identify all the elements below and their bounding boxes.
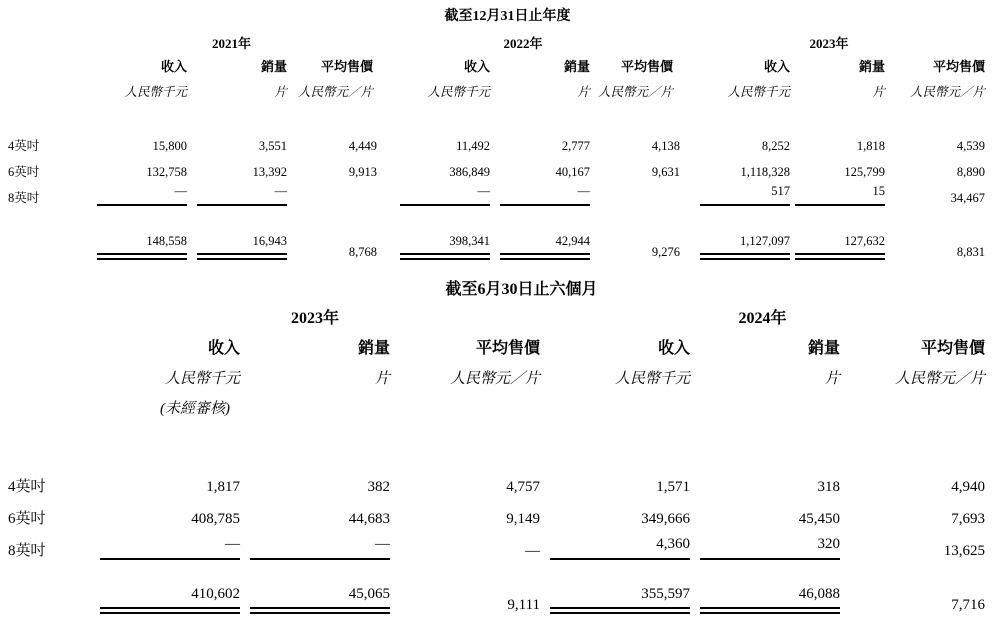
total-cell: 8,768 [348, 245, 377, 259]
interim-unit-row [0, 358, 985, 388]
num-cell: 132,758 [146, 165, 187, 179]
year-header-2022: 2022年 [503, 36, 543, 51]
num-cell: 13,392 [252, 165, 287, 179]
num-cell: 3,551 [258, 139, 287, 153]
interim-column-header-row [0, 328, 985, 358]
spacer-row [0, 100, 985, 128]
unit-rmb-thousand: 人民幣千元 [615, 371, 691, 387]
num-cell [287, 180, 373, 206]
spacer-cell [240, 388, 985, 418]
col-header-asp: 平均售價 [921, 340, 986, 357]
total-cell: 42,944 [490, 234, 590, 260]
col-header-revenue: 收入 [160, 59, 187, 74]
col-header-volume: 銷量 [564, 59, 591, 74]
spacer-cell [0, 302, 90, 328]
total-cell: 410,602 [90, 582, 240, 614]
unit-rmb-per-piece: 人民幣元／片 [598, 85, 674, 99]
num-cell: 4,360 [540, 528, 690, 560]
spacer-cell [0, 388, 90, 418]
interim-row-8inch [0, 528, 985, 560]
total-cell: 9,276 [651, 245, 681, 259]
unit-pieces: 片 [872, 85, 886, 99]
annual-unit-row [0, 75, 985, 100]
num-cell: 1,118,328 [740, 165, 791, 179]
unit-rmb-thousand: 人民幣千元 [124, 85, 187, 99]
year-header-2021: 2021年 [212, 36, 252, 51]
unit-rmb-thousand: 人民幣千元 [164, 371, 240, 387]
num-cell: 4,940 [951, 479, 986, 495]
interim-total-row [0, 582, 985, 614]
num-cell: — [525, 543, 541, 559]
interim-table [0, 302, 985, 614]
spacer-cell [0, 234, 90, 260]
unaudited-note: (未經審核) [160, 401, 230, 417]
annual-table-title: 截至12月31日止年度 [444, 9, 571, 24]
num-cell: 9,149 [506, 511, 541, 527]
num-cell: 125,799 [844, 165, 886, 179]
total-cell: 1,127,097 [673, 234, 790, 260]
total-cell: 148,558 [90, 234, 187, 260]
col-header-volume: 銷量 [859, 59, 886, 74]
num-cell: 386,849 [449, 165, 491, 179]
interim-year-row [0, 302, 985, 328]
num-cell: 9,631 [651, 165, 681, 179]
col-header-volume: 銷量 [357, 340, 390, 357]
num-cell: 318 [817, 479, 841, 495]
total-cell: 8,831 [956, 245, 986, 259]
annual-row-8inch [0, 180, 985, 206]
num-cell: 1,817 [206, 479, 240, 495]
spacer-cell [0, 30, 90, 52]
num-cell: 8,890 [956, 165, 986, 179]
unit-rmb-thousand: 人民幣千元 [427, 85, 491, 99]
spacer-cell [0, 582, 90, 614]
col-header-revenue: 收入 [464, 59, 491, 74]
num-cell: 11,492 [456, 139, 491, 153]
year-header-2023-interim: 2023年 [291, 310, 340, 327]
num-cell: 4,539 [956, 139, 986, 153]
num-cell: 382 [367, 479, 390, 495]
col-header-revenue: 收入 [207, 340, 240, 357]
num-cell: 13,625 [943, 543, 986, 559]
annual-table [0, 30, 985, 260]
annual-row-6inch [0, 154, 985, 180]
num-cell: — [240, 528, 390, 560]
num-cell: 9,913 [348, 165, 377, 179]
total-cell: 127,632 [790, 234, 885, 260]
num-cell: 45,450 [798, 511, 841, 527]
num-cell: 349,666 [641, 511, 691, 527]
total-cell: 46,088 [690, 582, 840, 614]
annual-row-4inch [0, 128, 985, 154]
num-cell: 517 [673, 180, 790, 206]
spacer-cell [0, 328, 90, 358]
unit-pieces: 片 [825, 371, 841, 387]
num-cell: 408,785 [191, 511, 240, 527]
col-header-asp: 平均售價 [621, 59, 674, 74]
row-label-4inch: 4英吋 [8, 479, 46, 495]
annual-year-row [0, 30, 985, 52]
total-cell: 16,943 [187, 234, 287, 260]
year-header-2023: 2023年 [809, 36, 849, 51]
col-header-asp: 平均售價 [933, 59, 986, 74]
spacer-row [0, 206, 985, 234]
col-header-asp: 平均售價 [321, 59, 374, 74]
total-cell: 45,065 [240, 582, 390, 614]
unit-rmb-per-piece: 人民幣元／片 [450, 371, 541, 387]
unit-rmb-thousand: 人民幣千元 [727, 85, 791, 99]
col-header-volume: 銷量 [808, 340, 841, 357]
unit-pieces: 片 [577, 85, 591, 99]
spacer-cell [0, 358, 90, 388]
spacer-cell [0, 75, 90, 100]
row-label-4inch: 4英吋 [8, 139, 40, 153]
row-label-8inch: 8英吋 [8, 191, 40, 205]
year-header-2024-interim: 2024年 [738, 310, 787, 327]
num-cell: 15,800 [152, 139, 187, 153]
unit-rmb-per-piece: 人民幣元／片 [298, 85, 374, 99]
row-label-6inch: 6英吋 [8, 165, 40, 179]
num-cell: 4,449 [348, 139, 377, 153]
num-cell: — [490, 180, 590, 206]
total-cell: 398,341 [373, 234, 490, 260]
num-cell: — [187, 180, 287, 206]
row-label-6inch: 6英吋 [8, 511, 46, 527]
annual-total-row [0, 234, 985, 260]
num-cell: 34,467 [950, 191, 986, 205]
total-cell: 7,716 [951, 597, 986, 613]
num-cell: — [90, 528, 240, 560]
num-cell: 2,777 [561, 139, 591, 153]
num-cell: 40,167 [555, 165, 591, 179]
num-cell: 15 [790, 180, 885, 206]
col-header-volume: 銷量 [260, 59, 287, 74]
num-cell: 44,683 [348, 511, 390, 527]
interim-table-title: 截至6月30日止六個月 [445, 281, 598, 298]
num-cell: 8,252 [761, 139, 791, 153]
num-cell: — [373, 180, 490, 206]
num-cell: 4,138 [651, 139, 681, 153]
annual-column-header-row [0, 52, 985, 75]
spacer-row [0, 418, 985, 464]
interim-note-row [0, 388, 985, 418]
total-cell: 355,597 [540, 582, 690, 614]
unit-rmb-per-piece: 人民幣元／片 [910, 85, 986, 99]
num-cell: 1,818 [856, 139, 886, 153]
spacer-row [0, 560, 985, 582]
num-cell: 4,757 [506, 479, 541, 495]
unit-pieces: 片 [274, 85, 287, 99]
total-cell: 9,111 [507, 597, 541, 613]
num-cell: 320 [690, 528, 840, 560]
row-label-8inch: 8英吋 [8, 543, 46, 559]
col-header-asp: 平均售價 [476, 340, 541, 357]
unit-pieces: 片 [374, 371, 390, 387]
col-header-revenue: 收入 [764, 59, 791, 74]
num-cell: — [90, 180, 187, 206]
interim-row-4inch [0, 464, 985, 496]
unit-rmb-per-piece: 人民幣元／片 [895, 371, 986, 387]
col-header-revenue: 收入 [658, 340, 691, 357]
interim-row-6inch [0, 496, 985, 528]
num-cell [590, 180, 673, 206]
num-cell: 7,693 [951, 511, 986, 527]
num-cell: 1,571 [656, 479, 691, 495]
spacer-cell [0, 52, 90, 75]
